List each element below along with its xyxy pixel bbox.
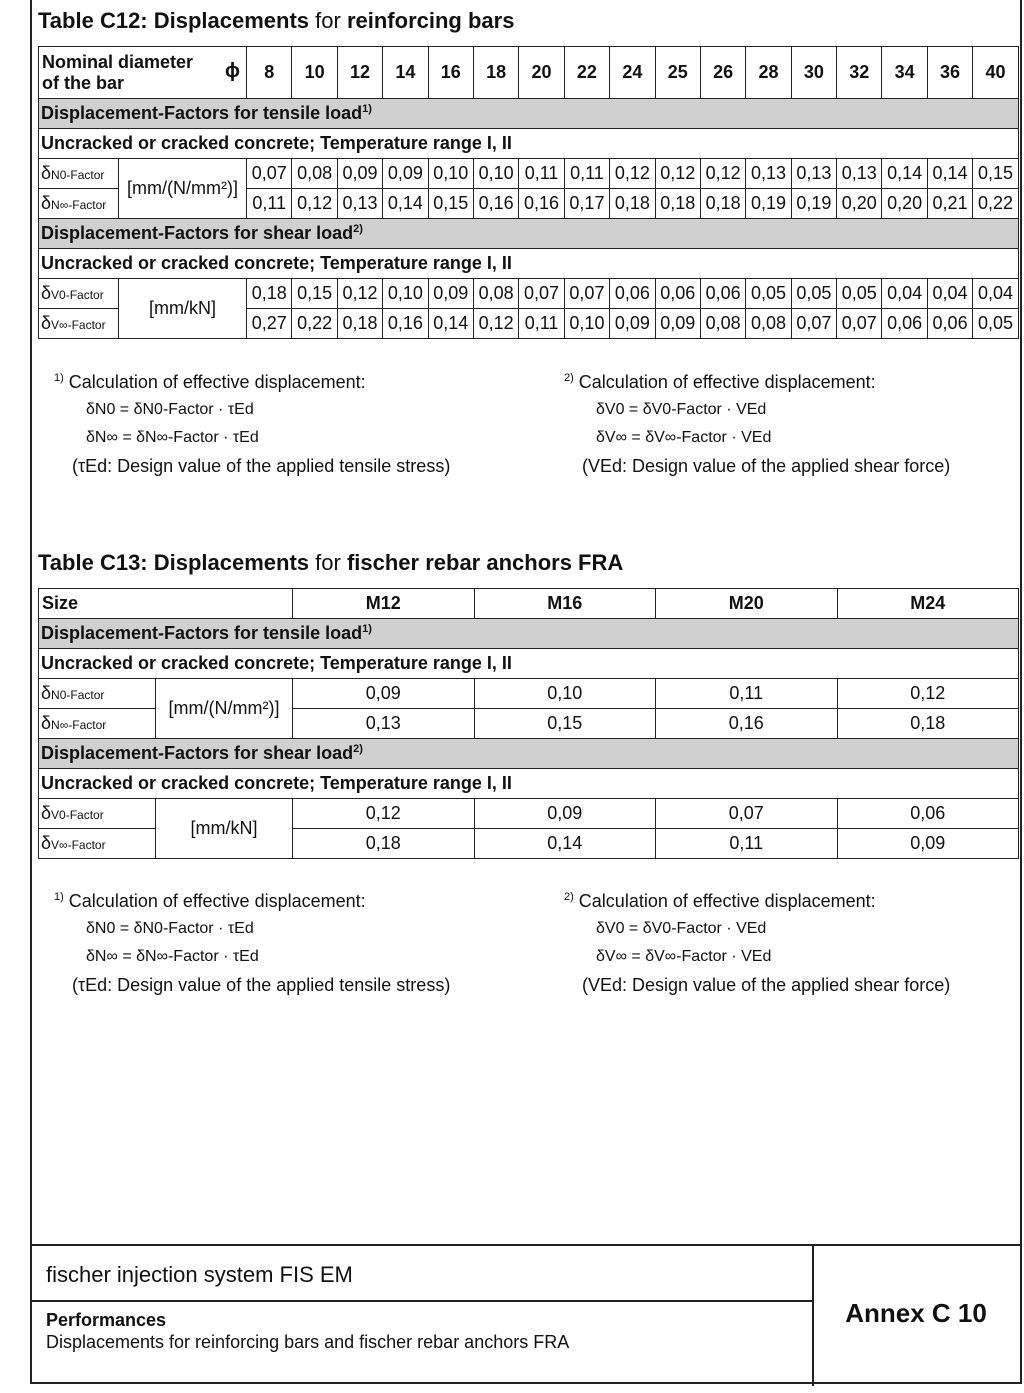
value-cell: 0,20	[882, 189, 927, 219]
value-cell: 0,09	[428, 279, 473, 309]
value-cell: 0,06	[927, 309, 972, 339]
value-cell: 0,09	[293, 679, 475, 709]
value-cell: 0,05	[746, 279, 791, 309]
shear-band-row	[39, 739, 1019, 769]
footer-divider	[32, 1300, 812, 1302]
shear-band-row	[39, 219, 1019, 249]
value-cell: 0,10	[474, 679, 656, 709]
diameter-header-cell: 28	[746, 47, 791, 99]
value-cell: 0,10	[564, 309, 609, 339]
size-header-cell: M16	[474, 589, 656, 619]
system-name: fischer injection system FIS EM	[46, 1262, 353, 1287]
value-cell: 0,12	[292, 189, 337, 219]
table-c13-title: Table C13: Displacements for fischer rebar anchors FRA	[38, 550, 624, 575]
size-header-cell: M12	[293, 589, 475, 619]
table-c13-header-row	[39, 589, 1019, 619]
value-cell: 0,19	[746, 189, 791, 219]
table-row	[39, 159, 1019, 189]
diameter-header-cell: 20	[519, 47, 564, 99]
value-cell: 0,12	[293, 799, 475, 829]
value-cell: 0,12	[473, 309, 518, 339]
diameter-header-cell: 18	[473, 47, 518, 99]
tensile-band-row	[39, 619, 1019, 649]
value-cell: 0,10	[428, 159, 473, 189]
table-c12-header-row	[39, 47, 1019, 99]
shear-unit: [mm/kN]	[156, 799, 293, 859]
value-cell: 0,07	[564, 279, 609, 309]
value-cell: 0,11	[519, 309, 564, 339]
value-cell: 0,11	[656, 679, 838, 709]
value-cell: 0,12	[610, 159, 655, 189]
value-cell: 0,21	[927, 189, 972, 219]
value-cell: 0,09	[610, 309, 655, 339]
footnote-1-c12: $^{1)}$ Calculation of effective displacement: δN0 = δN0-Factor · τEd δN∞ = δN∞-Factor · τEd (τEd: Design value of the applied tensile stress)	[54, 372, 451, 476]
diameter-header-cell: 25	[655, 47, 700, 99]
value-cell: 0,18	[837, 709, 1019, 739]
value-cell: 0,07	[519, 279, 564, 309]
diameter-header-cell: 12	[337, 47, 382, 99]
footnote-1-c13: $^{1)}$ Calculation of effective displacement: δN0 = δN0-Factor · τEd δN∞ = δN∞-Factor · τEd (τEd: Design value of the applied tensile stress)	[54, 891, 451, 995]
value-cell: 0,11	[519, 159, 564, 189]
value-cell: 0,04	[927, 279, 972, 309]
value-cell: 0,16	[656, 709, 838, 739]
value-cell: 0,18	[610, 189, 655, 219]
value-cell: 0,09	[337, 159, 382, 189]
value-cell: 0,18	[293, 829, 475, 859]
shear-condition-row	[39, 249, 1019, 279]
document-page	[30, 0, 1022, 1384]
diameter-header-cell: 32	[837, 47, 882, 99]
phi-symbol: ϕ	[225, 60, 241, 82]
value-cell: 0,11	[656, 829, 838, 859]
value-cell: 0,14	[474, 829, 656, 859]
delta-n0-factor-label: δN0-Factor	[39, 679, 156, 709]
value-cell: 0,17	[564, 189, 609, 219]
tensile-band-row	[39, 99, 1019, 129]
tensile-condition: Uncracked or cracked concrete; Temperature range I, II	[39, 649, 1019, 679]
diameter-header-cell: 26	[700, 47, 745, 99]
value-cell: 0,09	[383, 159, 428, 189]
shear-unit: [mm/kN]	[119, 279, 247, 339]
shear-band: Displacement-Factors for shear load$^{2)}$	[39, 739, 1019, 769]
value-cell: 0,05	[791, 279, 836, 309]
value-cell: 0,16	[383, 309, 428, 339]
table-c12-title: Table C12: Displacements for reinforcing bars	[38, 8, 515, 33]
value-cell: 0,07	[656, 799, 838, 829]
value-cell: 0,12	[337, 279, 382, 309]
footnote-2-c12: $^{2)}$ Calculation of effective displacement: δV0 = δV0-Factor · VEd δV∞ = δV∞-Factor · VEd (VEd: Design value of the applied shear force)	[564, 372, 951, 476]
value-cell: 0,14	[428, 309, 473, 339]
value-cell: 0,22	[973, 189, 1018, 219]
value-cell: 0,09	[837, 829, 1019, 859]
value-cell: 0,07	[791, 309, 836, 339]
tensile-condition: Uncracked or cracked concrete; Temperature range I, II	[39, 129, 1019, 159]
value-cell: 0,06	[610, 279, 655, 309]
value-cell: 0,12	[700, 159, 745, 189]
delta-vinf-factor-label: δV∞-Factor	[39, 309, 119, 339]
tensile-band: Displacement-Factors for tensile load$^{1)}$	[39, 619, 1019, 649]
value-cell: 0,09	[474, 799, 656, 829]
shear-condition: Uncracked or cracked concrete; Temperature range I, II	[39, 249, 1019, 279]
value-cell: 0,06	[837, 799, 1019, 829]
delta-ninf-factor-label: δN∞-Factor	[39, 709, 156, 739]
value-cell: 0,18	[700, 189, 745, 219]
value-cell: 0,20	[837, 189, 882, 219]
value-cell: 0,08	[292, 159, 337, 189]
diameter-header-cell: 34	[882, 47, 927, 99]
value-cell: 0,11	[564, 159, 609, 189]
table-row	[39, 799, 1019, 829]
value-cell: 0,16	[519, 189, 564, 219]
value-cell: 0,14	[882, 159, 927, 189]
delta-v0-factor-label: δV0-Factor	[39, 279, 119, 309]
footer	[32, 1244, 1020, 1386]
diameter-header-cell: 16	[428, 47, 473, 99]
delta-vinf-factor-label: δV∞-Factor	[39, 829, 156, 859]
diameter-header-cell: 30	[791, 47, 836, 99]
value-cell: 0,15	[428, 189, 473, 219]
value-cell: 0,18	[247, 279, 292, 309]
value-cell: 0,13	[837, 159, 882, 189]
value-cell: 0,10	[383, 279, 428, 309]
value-cell: 0,08	[700, 309, 745, 339]
value-cell: 0,19	[791, 189, 836, 219]
tensile-condition-row	[39, 649, 1019, 679]
value-cell: 0,13	[293, 709, 475, 739]
diameter-header-cell: 24	[610, 47, 655, 99]
value-cell: 0,06	[882, 309, 927, 339]
footnote-2-c13: $^{2)}$ Calculation of effective displacement: δV0 = δV0-Factor · VEd δV∞ = δV∞-Factor · VEd (VEd: Design value of the applied shear force)	[564, 891, 951, 995]
value-cell: 0,16	[473, 189, 518, 219]
value-cell: 0,08	[473, 279, 518, 309]
value-cell: 0,07	[247, 159, 292, 189]
value-cell: 0,07	[837, 309, 882, 339]
shear-band: Displacement-Factors for shear load$^{2)}$	[39, 219, 1019, 249]
value-cell: 0,06	[655, 279, 700, 309]
value-cell: 0,08	[746, 309, 791, 339]
delta-v0-factor-label: δV0-Factor	[39, 799, 156, 829]
table-c13	[38, 588, 1019, 859]
value-cell: 0,05	[973, 309, 1018, 339]
value-cell: 0,10	[473, 159, 518, 189]
value-cell: 0,27	[247, 309, 292, 339]
footer-left	[32, 1246, 814, 1386]
size-header: Size	[39, 589, 293, 619]
value-cell: 0,09	[655, 309, 700, 339]
value-cell: 0,18	[337, 309, 382, 339]
tensile-unit: [mm/(N/mm²)]	[156, 679, 293, 739]
value-cell: 0,12	[655, 159, 700, 189]
table-row	[39, 279, 1019, 309]
size-header-cell: M20	[656, 589, 838, 619]
value-cell: 0,15	[474, 709, 656, 739]
diameter-header-cell: 36	[927, 47, 972, 99]
value-cell: 0,11	[247, 189, 292, 219]
table-row	[39, 679, 1019, 709]
tensile-condition-row	[39, 129, 1019, 159]
tensile-unit: [mm/(N/mm²)]	[119, 159, 247, 219]
value-cell: 0,05	[837, 279, 882, 309]
value-cell: 0,18	[655, 189, 700, 219]
diameter-header-cell: 10	[292, 47, 337, 99]
annex-label: Annex C 10	[845, 1298, 987, 1328]
value-cell: 0,14	[383, 189, 428, 219]
value-cell: 0,15	[292, 279, 337, 309]
tensile-band: Displacement-Factors for tensile load$^{1)}$	[39, 99, 1019, 129]
value-cell: 0,04	[882, 279, 927, 309]
size-header-cell: M24	[837, 589, 1019, 619]
shear-condition-row	[39, 769, 1019, 799]
value-cell: 0,13	[746, 159, 791, 189]
diameter-header-cell: 8	[247, 47, 292, 99]
footer-description: Displacements for reinforcing bars and fischer rebar anchors FRA	[46, 1332, 570, 1352]
table-c12	[38, 46, 1019, 339]
value-cell: 0,13	[337, 189, 382, 219]
value-cell: 0,12	[837, 679, 1019, 709]
diameter-header-cell: 14	[383, 47, 428, 99]
value-cell: 0,14	[927, 159, 972, 189]
value-cell: 0,15	[973, 159, 1018, 189]
delta-ninf-factor-label: δN∞-Factor	[39, 189, 119, 219]
value-cell: 0,06	[700, 279, 745, 309]
performances-label: Performances	[46, 1310, 167, 1330]
nominal-diameter-header: Nominal diameter of the bar ϕ	[39, 47, 247, 99]
diameter-header-cell: 22	[564, 47, 609, 99]
value-cell: 0,13	[791, 159, 836, 189]
delta-n0-factor-label: δN0-Factor	[39, 159, 119, 189]
shear-condition: Uncracked or cracked concrete; Temperature range I, II	[39, 769, 1019, 799]
value-cell: 0,04	[973, 279, 1018, 309]
value-cell: 0,22	[292, 309, 337, 339]
diameter-header-cell: 40	[973, 47, 1018, 99]
